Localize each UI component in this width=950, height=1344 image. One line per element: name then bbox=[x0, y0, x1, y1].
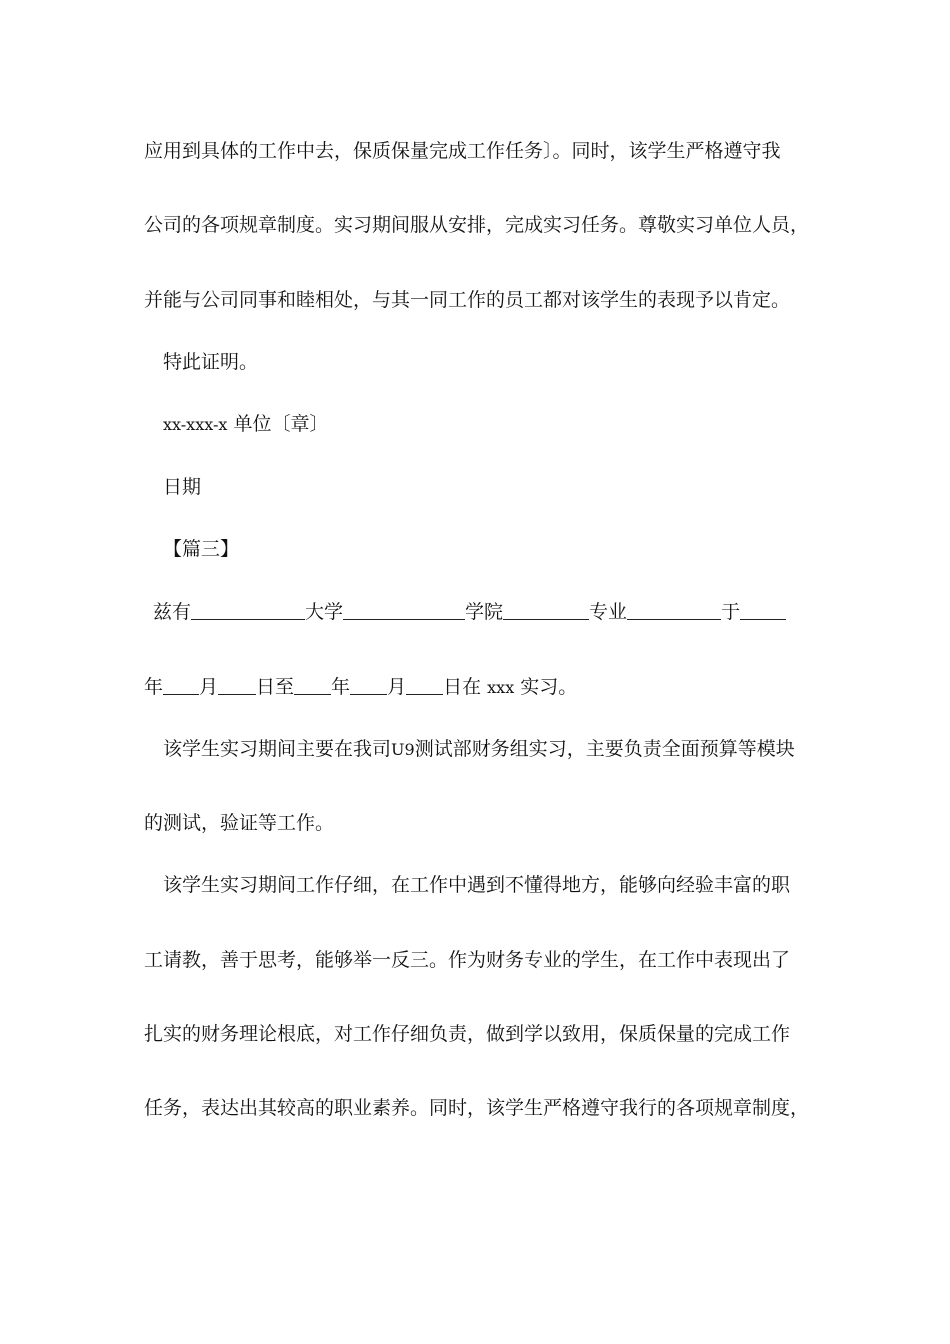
location-code: xxx bbox=[487, 678, 515, 697]
date-label: 日期 bbox=[163, 476, 202, 498]
system-code: U9 bbox=[391, 740, 415, 759]
paragraph-line: 工请教，善于思考，能够举一反三。作为财务专业的学生，在工作中表现出了 bbox=[144, 949, 791, 971]
fill-blank bbox=[406, 676, 443, 695]
form-text: 学院 bbox=[465, 601, 504, 623]
form-text: 兹有 bbox=[153, 601, 192, 623]
paragraph-line bbox=[163, 737, 795, 762]
unit-seal-line bbox=[163, 412, 328, 437]
fill-blank bbox=[740, 601, 786, 620]
paragraph-line: 公司的各项规章制度。实习期间服从安排，完成实习任务。尊敬实习单位人员， bbox=[144, 214, 810, 236]
paragraph-line: 该学生实习期间工作仔细，在工作中遇到不懂得地方，能够向经验丰富的职 bbox=[163, 874, 791, 896]
form-text: 于 bbox=[721, 601, 741, 623]
form-line-1 bbox=[153, 600, 786, 624]
fill-blank bbox=[627, 601, 721, 620]
unit-label: 单位〔章〕 bbox=[233, 413, 329, 435]
section-title: 【篇三】 bbox=[163, 538, 240, 560]
form-text: 日至 bbox=[256, 676, 295, 698]
form-text: 专业 bbox=[589, 601, 628, 623]
paragraph-line: 任务，表达出其较高的职业素养。同时，该学生严格遵守我行的各项规章制度， bbox=[144, 1097, 810, 1119]
form-text: 实习。 bbox=[520, 676, 578, 698]
form-text: 年 bbox=[144, 676, 164, 698]
form-text: 日在 bbox=[443, 676, 482, 698]
form-text: 月 bbox=[387, 676, 407, 698]
form-line-2 bbox=[144, 675, 577, 700]
fill-blank bbox=[350, 676, 387, 695]
form-text: 年 bbox=[331, 676, 351, 698]
fill-blank bbox=[343, 601, 465, 620]
certify-text: 特此证明。 bbox=[163, 351, 259, 373]
form-text: 大学 bbox=[305, 601, 344, 623]
paragraph-line: 应用到具体的工作中去，保质保量完成工作任务〕。同时，该学生严格遵守我 bbox=[144, 140, 781, 162]
fill-blank bbox=[163, 676, 199, 695]
fill-blank bbox=[191, 601, 305, 620]
paragraph-line: 扎实的财务理论根底，对工作仔细负责，做到学以致用，保质保量的完成工作 bbox=[144, 1023, 791, 1045]
paragraph-line: 的测试，验证等工作。 bbox=[144, 812, 335, 834]
unit-code: xx-xxx-x bbox=[163, 415, 228, 434]
fill-blank bbox=[218, 676, 256, 695]
fill-blank bbox=[503, 601, 589, 620]
form-text: 月 bbox=[199, 676, 219, 698]
paragraph-text: 测试部财务组实习，主要负责全面预算等模块 bbox=[414, 738, 795, 760]
paragraph-text: 该学生实习期间主要在我司 bbox=[163, 738, 392, 760]
paragraph-line: 并能与公司同事和睦相处，与其一同工作的员工都对该学生的表现予以肯定。 bbox=[144, 289, 791, 311]
fill-blank bbox=[294, 676, 331, 695]
